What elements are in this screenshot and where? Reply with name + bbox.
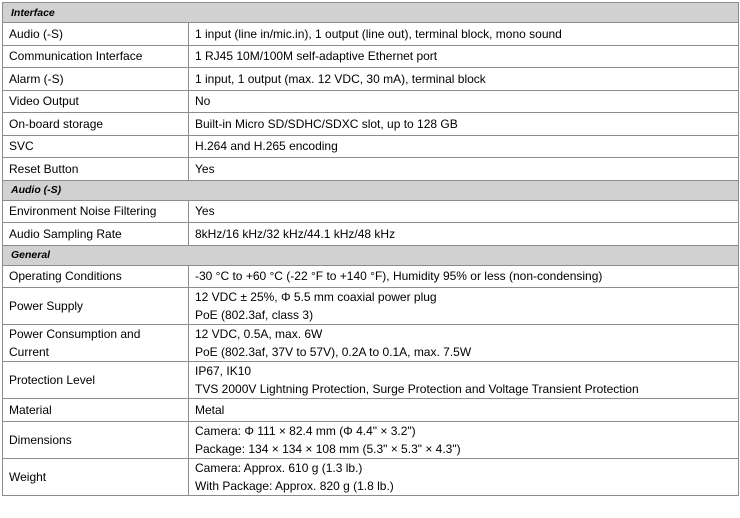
spec-label: Power Supply [9,299,84,313]
spec-value: Camera: Φ 111 × 82.4 mm (Φ 4.4" × 3.2") [195,423,416,438]
spec-row-audio-s [3,23,739,46]
spec-label: SVC [9,139,34,154]
spec-label: Dimensions [9,432,72,447]
spec-label-cell [3,90,189,113]
spec-row-material [3,399,739,422]
spec-value: 8kHz/16 kHz/32 kHz/44.1 kHz/48 kHz [195,226,396,241]
spec-value-cell [189,223,739,246]
spec-value: Package: 134 × 134 × 108 mm (5.3" × 5.3" × 4.3") [195,441,461,456]
spec-value-cell [189,68,739,91]
spec-row-video-output [3,90,739,113]
spec-row-dimensions [3,421,739,458]
spec-value: Yes [195,204,215,219]
spec-label: Video Output [9,94,79,109]
spec-value-cell [189,158,739,181]
section-header-audio-s [3,180,739,200]
spec-row-alarm-s [3,68,739,91]
spec-value-cell [189,325,739,362]
spec-sheet [2,2,738,496]
spec-label: Weight [9,469,47,484]
spec-label-cell [3,265,189,288]
spec-row-audio-sampling-rate [3,223,739,246]
spec-row-weight [3,458,739,495]
spec-label-cell [3,325,189,362]
spec-row-protection-level [3,362,739,399]
section-title: Audio (-S) [3,180,739,200]
spec-value: 12 VDC ± 25%, Φ 5.5 mm coaxial power plug [195,290,437,304]
spec-label-cell [3,113,189,136]
spec-label-cell [3,399,189,422]
specifications-table-body [3,3,739,496]
spec-value-cell [189,113,739,136]
spec-row-svc [3,135,739,158]
spec-value-cell [189,458,739,495]
spec-label: Alarm (-S) [9,71,64,86]
spec-label-cell [3,68,189,91]
spec-label-cell [3,23,189,46]
spec-row-power-consumption-and-current [3,325,739,362]
spec-label-cell [3,288,189,325]
spec-value-cell [189,135,739,158]
spec-label: Protection Level [9,373,96,387]
spec-label-cell [3,200,189,223]
spec-value-cell [189,265,739,288]
spec-label-cell [3,421,189,458]
spec-value: No [195,94,211,109]
spec-value: Built-in Micro SD/SDHC/SDXC slot, up to 128 GB [195,116,458,131]
spec-value: 12 VDC, 0.5A, max. 6W [195,327,323,341]
spec-value-cell [189,288,739,325]
spec-value-cell [189,45,739,68]
spec-label: Audio (-S) [9,26,64,41]
spec-row-reset-button [3,158,739,181]
spec-value: 1 RJ45 10M/100M self-adaptive Ethernet port [195,49,438,64]
spec-value-cell [189,23,739,46]
spec-label: Environment Noise Filtering [9,204,157,219]
spec-label: On-board storage [9,116,104,131]
spec-value: 1 input, 1 output (max. 12 VDC, 30 mA), terminal block [195,71,486,86]
spec-label: Power Consumption and [9,327,141,341]
spec-label: Operating Conditions [9,269,122,284]
spec-label: Material [9,402,52,417]
spec-value-cell [189,399,739,422]
spec-value-cell [189,200,739,223]
spec-row-operating-conditions [3,265,739,288]
spec-label: Reset Button [9,161,79,176]
spec-label-cell [3,135,189,158]
spec-value: TVS 2000V Lightning Protection, Surge Protection and Voltage Transient Protection [195,382,639,396]
spec-value-cell [189,90,739,113]
spec-value: With Package: Approx. 820 g (1.8 lb.) [195,478,394,493]
section-header-general [3,245,739,265]
spec-label-cell [3,45,189,68]
spec-value: IP67, IK10 [195,364,252,378]
section-title: Interface [3,3,739,23]
spec-label: Current [9,345,50,359]
specifications-table [2,2,739,496]
spec-value: -30 °C to +60 °C (-22 °F to +140 °F), Humidity 95% or less (non-condensing) [195,269,603,284]
spec-value: Yes [195,161,215,176]
spec-value: H.264 and H.265 encoding [195,139,338,154]
spec-value-cell [189,362,739,399]
spec-row-environment-noise-filtering [3,200,739,223]
spec-row-power-supply [3,288,739,325]
spec-label: Communication Interface [9,49,143,64]
section-title: General [3,245,739,265]
spec-value: PoE (802.3af, class 3) [195,308,314,322]
spec-row-communication-interface [3,45,739,68]
spec-value: Metal [195,402,225,417]
spec-label-cell [3,158,189,181]
spec-row-on-board-storage [3,113,739,136]
spec-value-cell [189,421,739,458]
spec-value: Camera: Approx. 610 g (1.3 lb.) [195,460,363,475]
spec-label-cell [3,362,189,399]
spec-value: 1 input (line in/mic.in), 1 output (line out), terminal block, mono sound [195,26,562,41]
spec-label-cell [3,223,189,246]
spec-label: Audio Sampling Rate [9,226,122,241]
spec-label-cell [3,458,189,495]
spec-value: PoE (802.3af, 37V to 57V), 0.2A to 0.1A, max. 7.5W [195,345,472,359]
section-header-interface [3,3,739,23]
